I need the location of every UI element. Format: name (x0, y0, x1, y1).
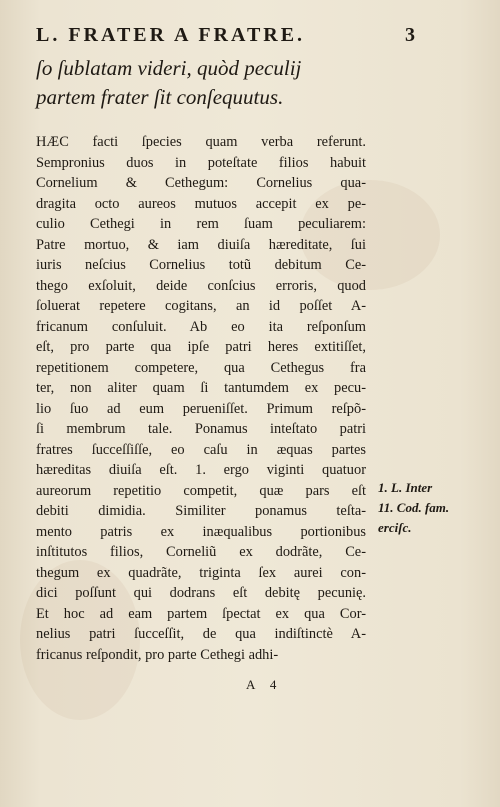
text-line: fricanus reſpondit, pro parte Cethegi adhi- (36, 646, 279, 663)
text-line: nelius patri ſucceſſit, de qua indiſtinctè A- (36, 626, 366, 642)
text-line: eſt, pro parte qua ipſe patri heres extitiſſet, (36, 339, 366, 355)
text-line: culio Cethegi in rem ſuam peculiarem: (36, 216, 366, 232)
text-line: Sempronius duos in poteſtate filios habuit (36, 154, 366, 171)
text-line: mento patris ex inæqualibus portionibus (36, 523, 366, 540)
text-line: HÆC facti ſpecies quam verba referunt. (36, 134, 366, 150)
marginal-citation (378, 478, 468, 538)
text-line: ſi membrum tale. Ponamus inteſtato patri (36, 421, 366, 437)
body-text (36, 132, 366, 665)
text-line: debiti dimidia. Similiter ponamus teſta- (36, 503, 366, 519)
text-line: iuris neſcius Cornelius totũ debitum Ce- (36, 257, 366, 273)
text-line: fratres ſucceſſiſſe, eo caſu in æquas partes (36, 441, 366, 458)
text-line: ter, non aliter quam ſi tantumdem ex pecu- (36, 380, 366, 396)
signature-mark: A 4 (246, 677, 283, 692)
text-line: repetitionem competere, qua Cethegus fra (36, 359, 366, 376)
text-line: Et hoc ad eam partem ſpectat ex qua Cor- (36, 605, 366, 622)
text-line: hæreditas diuiſa eſt. 1. ergo viginti quatuor (36, 462, 366, 478)
text-line: Cornelium & Cethegum: Cornelius qua- (36, 175, 366, 191)
page-number: 3 (405, 24, 418, 46)
text-line: aureorum repetitio competit, quæ pars eſt (36, 482, 366, 499)
section-subtitle (36, 54, 376, 112)
text-line: dragita octo aureos mutuos accepit ex pe- (36, 195, 366, 212)
subtitle-line: ſo ſublatam videri, quòd peculij (36, 56, 302, 80)
text-line: inſtitutos filios, Corneliũ ex dodrãte, Ce- (36, 544, 366, 560)
running-head-title: L. FRATER A FRATRE. (36, 24, 306, 46)
text-line: thegum ex quadrãte, triginta ſex aurei con- (36, 564, 366, 581)
text-line: thego exſoluit, deide conſcius erroris, quod (36, 277, 366, 294)
citation-line: erciſc. (378, 520, 412, 535)
text-line: ſoluerat repetere cogitans, an id poſſet A- (36, 298, 366, 314)
running-head (36, 24, 416, 47)
text-line: Patre mortuo, & iam diuiſa hæreditate, ſui (36, 236, 366, 253)
citation-line: 11. Cod. fam. (378, 500, 450, 515)
citation-line: 1. L. Inter (378, 480, 433, 495)
text-line: dici poſſunt qui dodrans eſt debitę pecunię. (36, 585, 366, 601)
subtitle-line: partem frater ſit conſequutus. (36, 85, 284, 109)
text-line: lio ſuo ad eum perueniſſet. Primum reſpõ- (36, 400, 366, 417)
text-line: fricanum conſuluit. Ab eo ita reſponſum (36, 318, 366, 335)
